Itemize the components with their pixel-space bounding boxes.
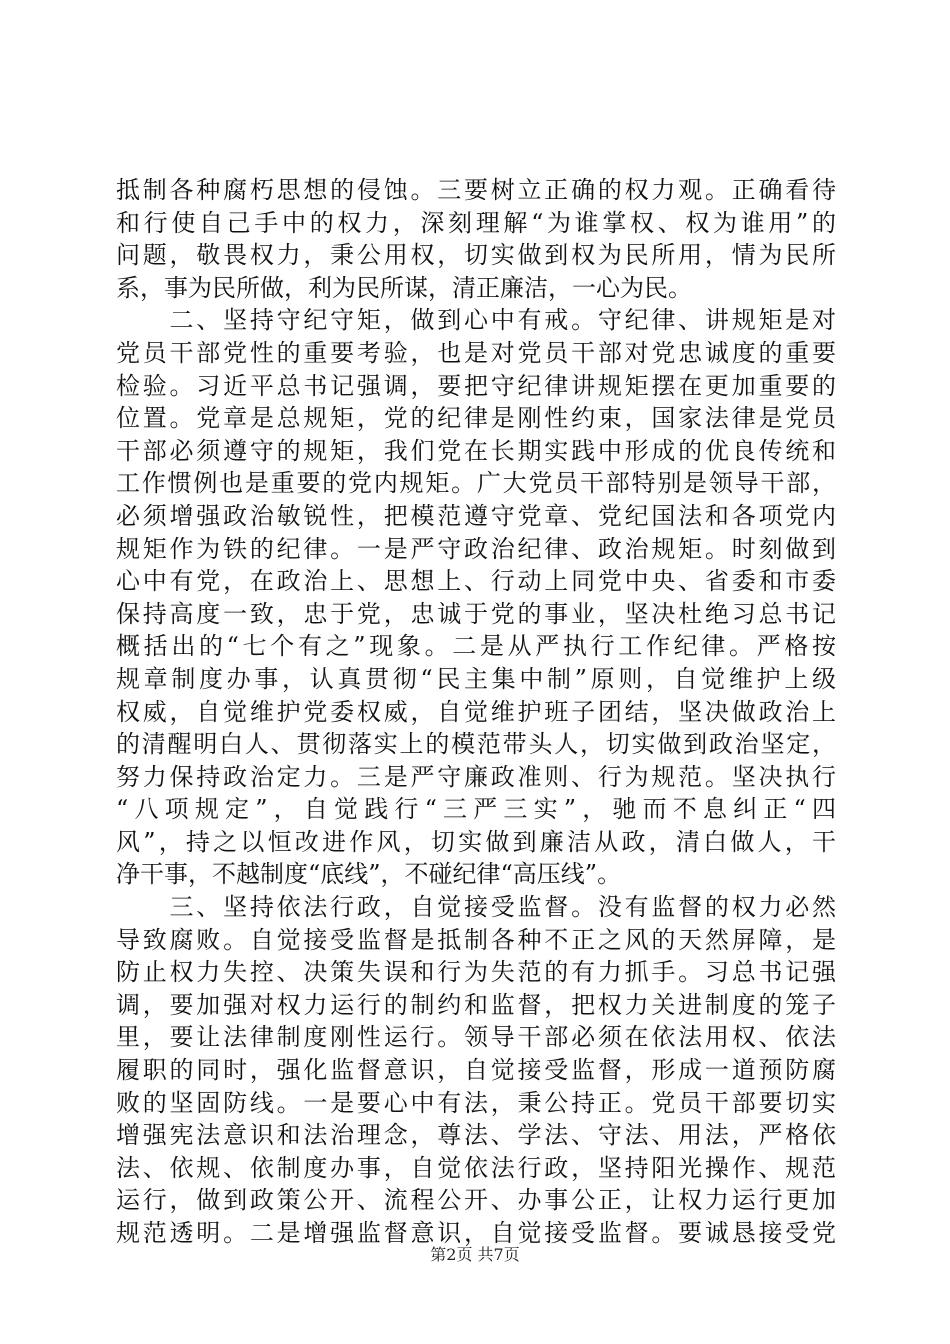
text-line: 必须增强政治敏锐性，把模范遵守党章、党纪国法和各项党内 [116, 501, 836, 530]
text-line: 概括出的“七个有之”现象。二是从严执行工作纪律。严格按 [116, 632, 836, 661]
text-line: 规章制度办事，认真贯彻“民主集中制”原则，自觉维护上级 [116, 664, 836, 693]
text-line: 位置。党章是总规矩，党的纪律是刚性约束，国家法律是党员 [116, 404, 836, 433]
text-line: 的清醒明白人、贯彻落实上的模范带头人，切实做到政治坚定， [116, 730, 836, 759]
text-line: 三、坚持依法行政，自觉接受监督。没有监督的权力必然 [116, 893, 836, 922]
text-line: 败的坚固防线。一是要心中有法，秉公持正。党员干部要切实 [116, 1088, 836, 1117]
text-line: 抵制各种腐朽思想的侵蚀。三要树立正确的权力观。正确看待 [116, 176, 836, 204]
text-line: 党员干部党性的重要考验，也是对党员干部对党忠诚度的重要 [116, 338, 836, 367]
text-line: 增强宪法意识和法治理念，尊法、学法、守法、用法，严格依 [116, 1121, 836, 1150]
text-line: 二、坚持守纪守矩，做到心中有戒。守纪律、讲规矩是对 [116, 306, 836, 335]
text-line: 干部必须遵守的规矩，我们党在长期实践中形成的优良传统和 [116, 436, 836, 465]
text-line: 法、依规、依制度办事，自觉依法行政，坚持阳光操作、规范 [116, 1153, 836, 1182]
text-line: 导致腐败。自觉接受监督是抵制各种不正之风的天然屏障，是 [116, 925, 836, 954]
text-line: 问题，敬畏权力，秉公用权，切实做到权为民所用，情为民所 [116, 241, 836, 270]
text-line: 保持高度一致，忠于党，忠诚于党的事业，坚决杜绝习总书记 [116, 599, 836, 628]
text-line: 系，事为民所做，利为民所谋，清正廉洁，一心为民。 [116, 273, 692, 302]
text-line: “八项规定”，自觉践行“三严三实”，驰而不息纠正“四 [116, 795, 836, 824]
text-line: 工作惯例也是重要的党内规矩。广大党员干部特别是领导干部， [116, 469, 836, 498]
text-line: 风”，持之以恒改进作风，切实做到廉洁从政，清白做人，干 [116, 827, 836, 856]
page-footer: 第2页 共7页 [430, 1245, 520, 1264]
text-line: 里，要让法律制度刚性运行。领导干部必须在依法用权、依法 [116, 1023, 836, 1052]
text-line: 防止权力失控、决策失误和行为失范的有力抓手。习总书记强 [116, 958, 836, 987]
text-line: 心中有党，在政治上、思想上、行动上同党中央、省委和市委 [116, 567, 836, 596]
body-text [116, 174, 836, 1250]
text-line: 检验。习近平总书记强调，要把守纪律讲规矩摆在更加重要的 [116, 371, 836, 400]
text-line: 努力保持政治定力。三是严守廉政准则、行为规范。坚决执行 [116, 762, 836, 791]
text-line: 净干事，不越制度“底线”，不碰纪律“高压线”。 [116, 860, 622, 889]
text-line: 运行，做到政策公开、流程公开、办事公正，让权力运行更加 [116, 1186, 836, 1215]
text-line: 履职的同时，强化监督意识，自觉接受监督，形成一道预防腐 [116, 1056, 836, 1085]
text-line: 权威，自觉维护党委权威，自觉维护班子团结，坚决做政治上 [116, 697, 836, 726]
text-line: 规范透明。二是增强监督意识，自觉接受监督。要诚恳接受党 [116, 1219, 836, 1247]
text-line: 和行使自己手中的权力，深刻理解“为谁掌权、权为谁用”的 [116, 208, 836, 237]
text-line: 调，要加强对权力运行的制约和监督，把权力关进制度的笼子 [116, 990, 836, 1019]
text-line: 规矩作为铁的纪律。一是严守政治纪律、政治规矩。时刻做到 [116, 534, 836, 563]
